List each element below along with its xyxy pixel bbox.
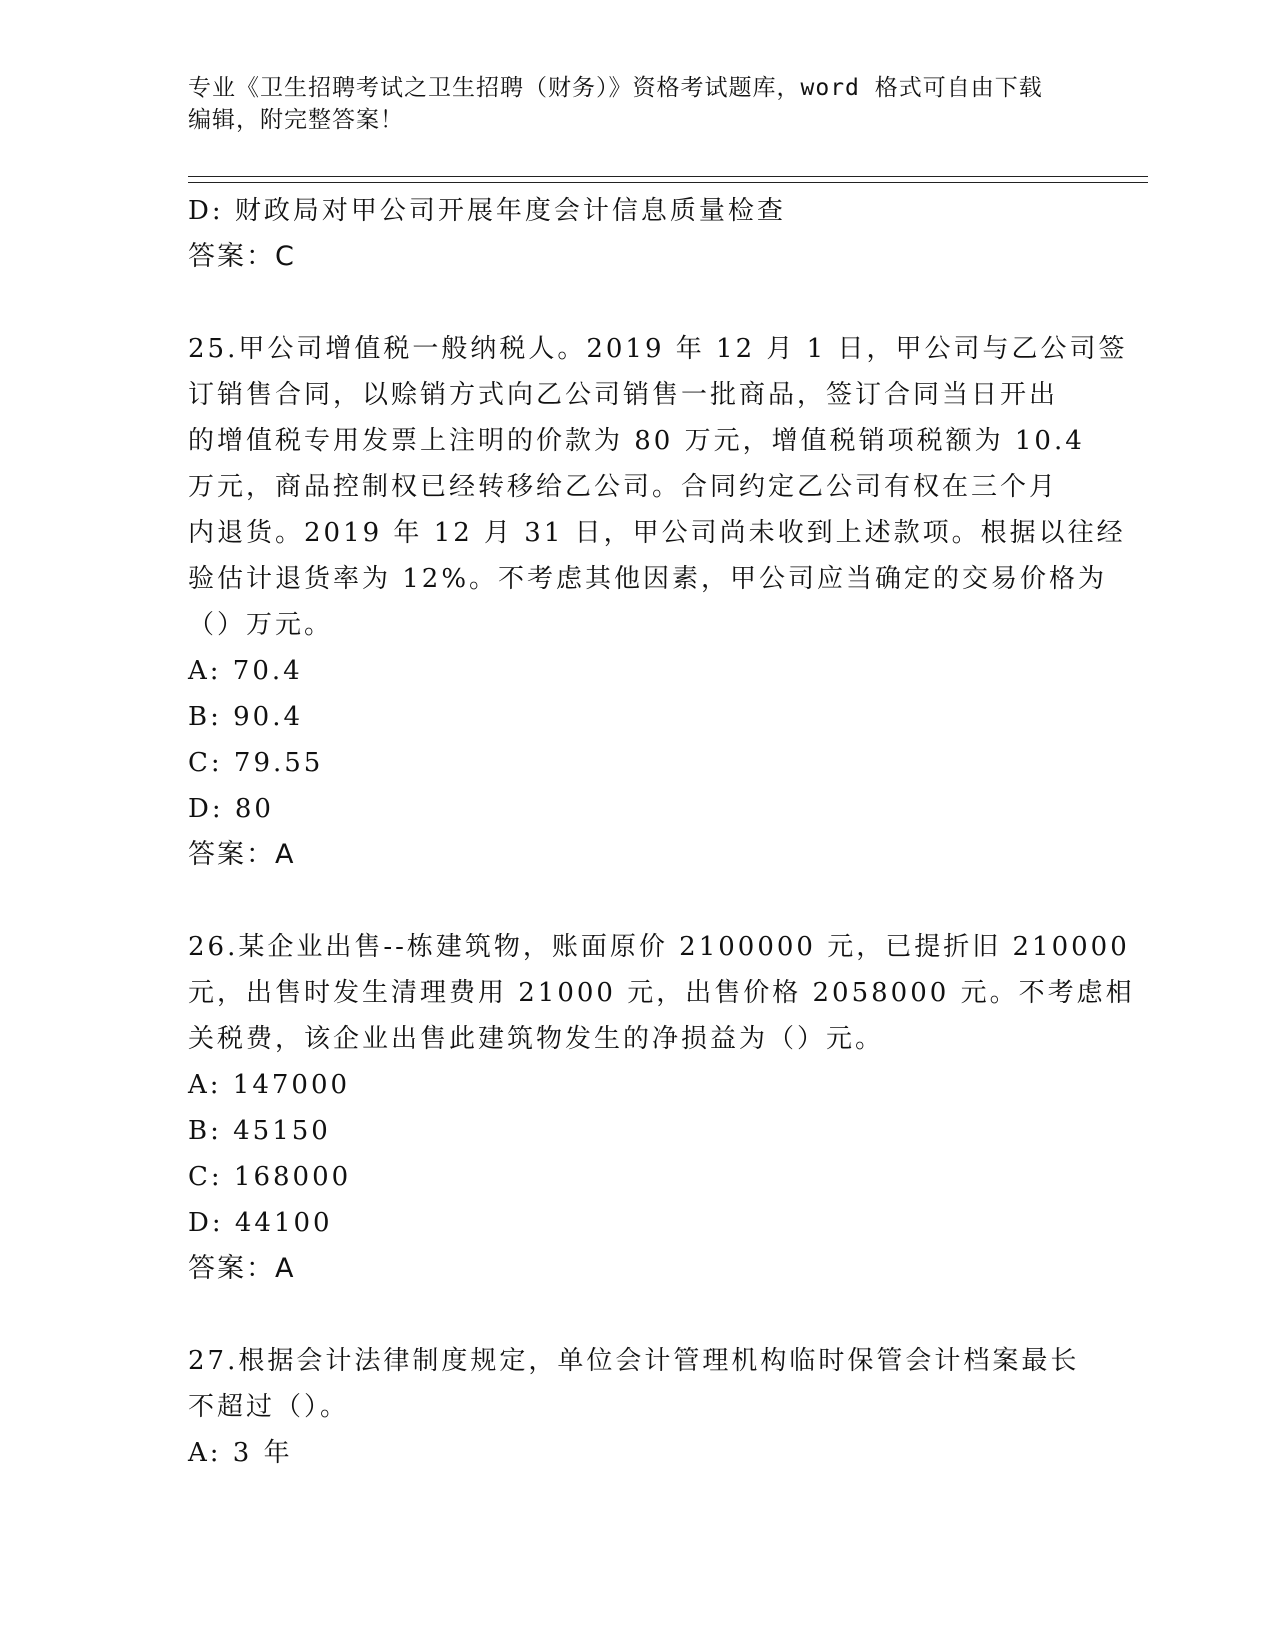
question-25 [188,326,1128,878]
option-d: D: 44100 [188,1208,333,1238]
question-text-line: 内退货。2019 年 12 月 31 日，甲公司尚未收到上述款项。根据以往经 [188,518,1126,548]
header-line-1: 专业《卫生招聘考试之卫生招聘（财务）》资格考试题库，word 格式可自由下载 [188,75,1043,101]
header-line-2: 编辑，附完整答案！ [188,107,404,133]
header-divider [188,176,1148,183]
answer-line: 答案：A [188,1253,296,1284]
option-c: C: 168000 [188,1162,352,1192]
option-a: A: 147000 [188,1070,351,1100]
question-text-line: 关税费，该企业出售此建筑物发生的净损益为（）元。 [188,1024,885,1054]
question-text-line: 不超过（）。 [188,1392,350,1422]
question-text-line: 元，出售时发生清理费用 21000 元，出售价格 2058000 元。不考虑相 [188,978,1135,1008]
question-text-line: （）万元。 [188,610,334,640]
option-d: D: 财政局对甲公司开展年度会计信息质量检查 [188,196,786,226]
option-b: B: 45150 [188,1116,331,1146]
question-text-line: 26.某企业出售--栋建筑物，账面原价 2100000 元，已提折旧 210000 [188,932,1130,962]
option-a: A: 3 年 [188,1438,293,1468]
previous-question-tail [188,188,1088,280]
answer-line: 答案：A [188,839,296,870]
option-c: C: 79.55 [188,748,324,778]
question-text-line: 万元，商品控制权已经转移给乙公司。合同约定乙公司有权在三个月 [188,472,1059,502]
question-text-line: 的增值税专用发票上注明的价款为 80 万元，增值税销项税额为 10.4 [188,426,1085,456]
question-text-line: 验估计退货率为 12%。不考虑其他因素，甲公司应当确定的交易价格为 [188,564,1108,594]
question-26 [188,924,1135,1292]
option-b: B: 90.4 [188,702,304,732]
question-text-line: 27.根据会计法律制度规定，单位会计管理机构临时保管会计档案最长 [188,1346,1080,1376]
question-27 [188,1338,1088,1476]
option-d: D: 80 [188,794,274,824]
option-a: A: 70.4 [188,656,303,686]
answer-line: 答案：C [188,241,296,272]
question-text-line: 25.甲公司增值税一般纳税人。2019 年 12 月 1 日，甲公司与乙公司签 [188,334,1128,364]
document-header [188,72,1088,136]
document-body [188,188,1135,1476]
question-text-line: 订销售合同，以赊销方式向乙公司销售一批商品，签订合同当日开出 [188,380,1059,410]
